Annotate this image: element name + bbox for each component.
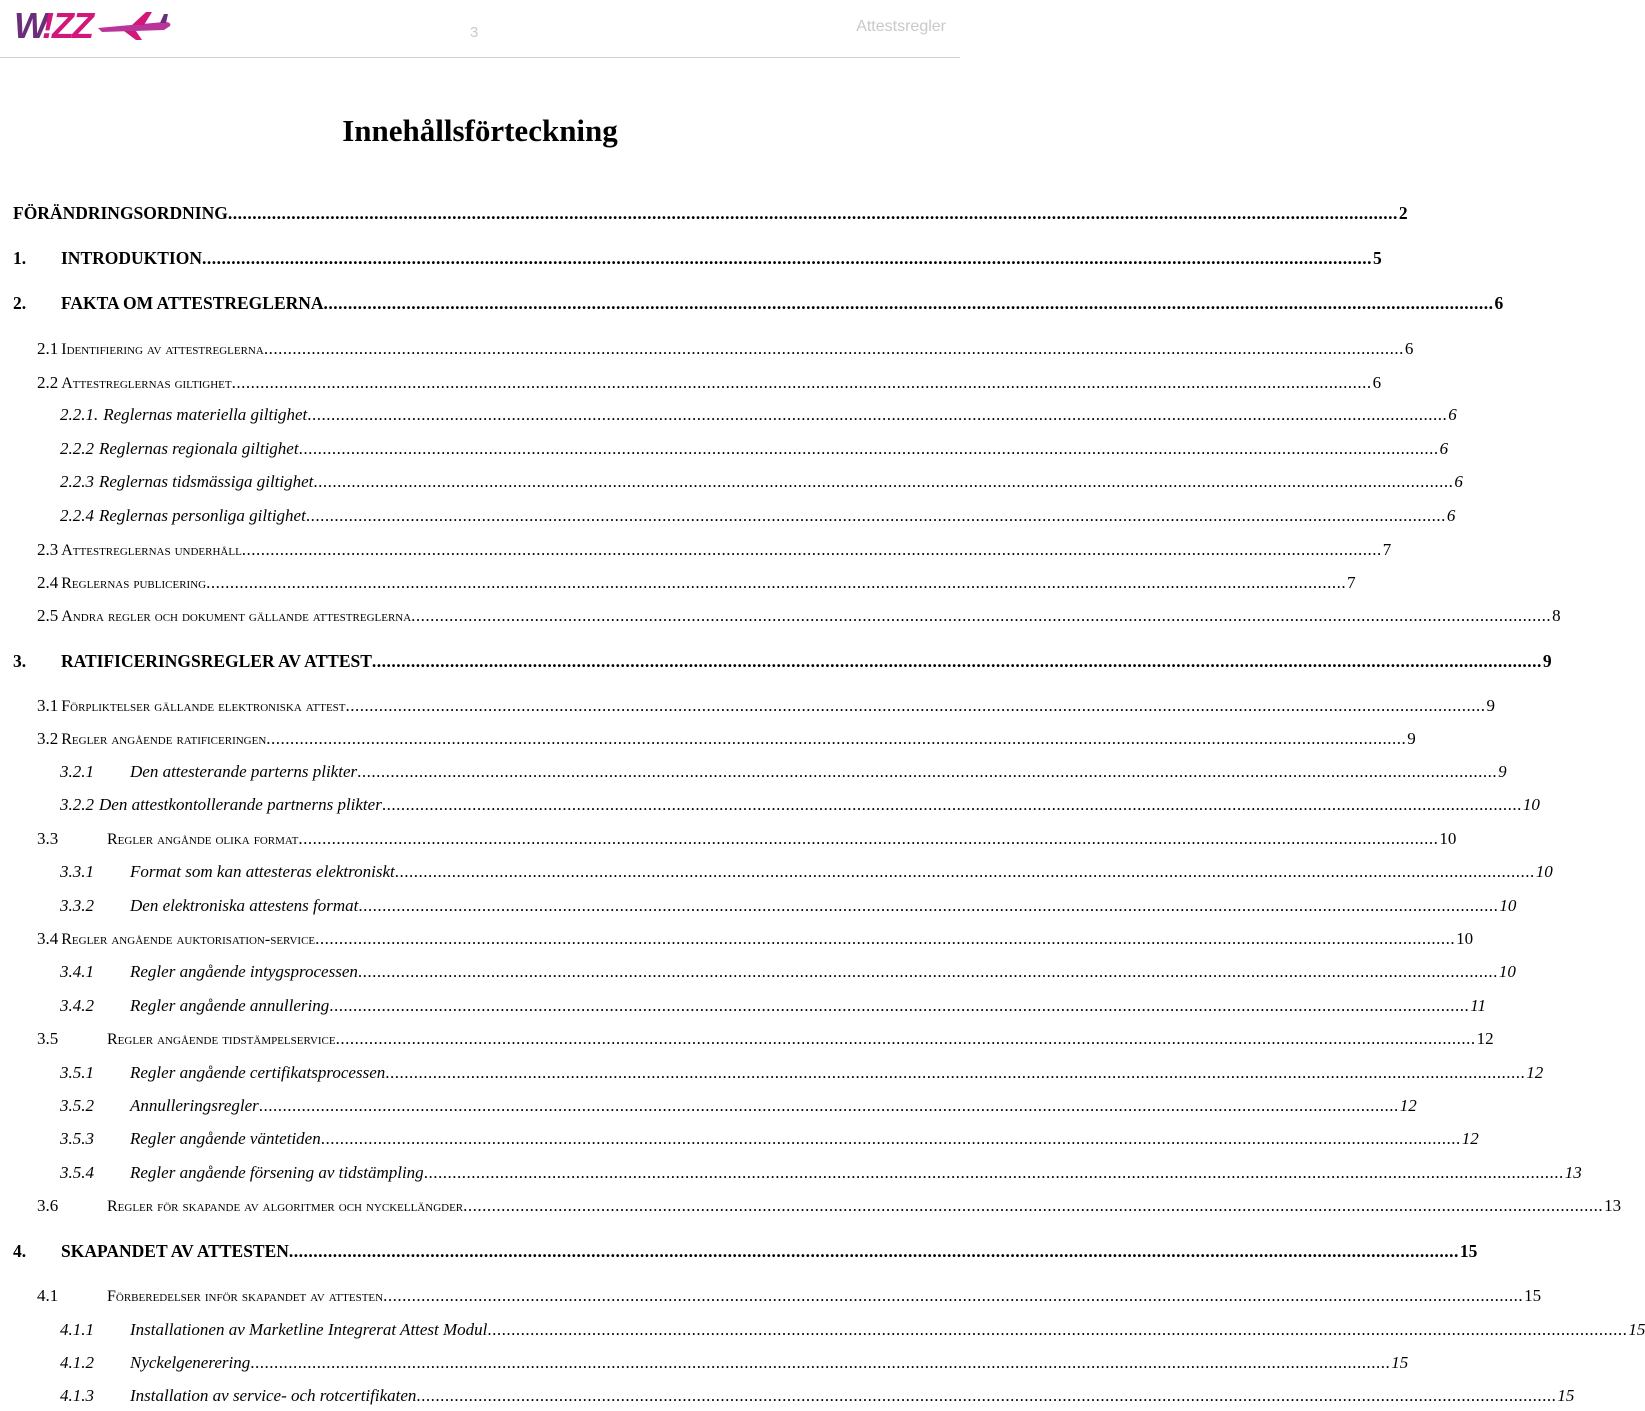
toc-label: INTRODUKTION <box>61 248 202 268</box>
toc-label: Reglernas publicering <box>61 575 207 592</box>
toc-label: Regler angående annullering <box>130 996 330 1015</box>
toc-label: Den attesterande parterns plikter <box>130 762 358 781</box>
toc-number: 3.2.2 <box>60 795 94 814</box>
toc-number: 4.1.1 <box>60 1320 94 1339</box>
toc-page: 6 <box>1446 506 1456 525</box>
toc-leader <box>242 540 1382 560</box>
toc-leader <box>346 696 1486 716</box>
toc-page: 15 <box>1391 1353 1409 1372</box>
toc-leader <box>424 1163 1564 1183</box>
toc-number: 3.5.1 <box>60 1063 94 1082</box>
toc-entry[interactable] <box>37 1286 1542 1307</box>
toc-entry[interactable] <box>37 729 1416 750</box>
toc-label: Format som kan attesteras elektroniskt <box>130 862 395 881</box>
toc-label: Den elektroniska attestens format <box>130 896 359 915</box>
toc-number: 1. <box>13 248 27 268</box>
toc-leader <box>385 1063 1525 1083</box>
toc-entry[interactable] <box>37 1029 1494 1050</box>
toc-leader <box>206 573 1346 593</box>
document-title: Innehållsförteckning <box>342 113 618 148</box>
toc-page: 15 <box>1459 1241 1478 1261</box>
toc-number: 2.1 <box>37 339 59 358</box>
toc-entry[interactable] <box>60 1096 1417 1116</box>
toc-entry[interactable] <box>60 405 1457 425</box>
toc-label: Andra regler och dokument gällande attestreglerna <box>61 608 412 625</box>
toc-number: 3. <box>13 651 27 671</box>
toc-entry[interactable] <box>60 795 1540 815</box>
toc-leader <box>324 293 1494 313</box>
toc-number: 2.5 <box>37 606 59 625</box>
toc-label: Installation av service- och rotcertifikaten <box>130 1386 417 1405</box>
toc-page: 13 <box>1604 1196 1622 1215</box>
toc-number: 2.2.1. <box>60 405 99 424</box>
toc-page: 6 <box>1372 373 1382 392</box>
toc-label: Regler angående försening av tidstämpling <box>130 1163 424 1182</box>
toc-page: 15 <box>1557 1386 1575 1405</box>
toc-leader <box>383 1286 1523 1306</box>
toc-page: 9 <box>1486 696 1496 715</box>
toc-leader <box>395 862 1535 882</box>
toc-leader <box>228 203 1398 223</box>
toc-number: 3.3 <box>37 829 59 848</box>
toc-number: 3.1 <box>37 696 59 715</box>
toc-entry[interactable] <box>13 1241 1478 1261</box>
toc-entry[interactable] <box>60 1353 1409 1373</box>
toc-label: SKAPANDET AV ATTESTEN <box>61 1241 289 1261</box>
toc-entry[interactable] <box>60 472 1463 492</box>
toc-leader <box>202 248 1372 268</box>
toc-entry[interactable] <box>60 1386 1575 1406</box>
toc-leader <box>329 996 1469 1016</box>
toc-page: 15 <box>1628 1320 1645 1339</box>
toc-page: 10 <box>1535 862 1553 881</box>
running-title: Attestsregler <box>856 18 946 35</box>
toc-label: Den attestkontollerande partnerns plikter <box>99 795 382 814</box>
toc-entry[interactable] <box>37 696 1496 717</box>
toc-entry[interactable] <box>60 1063 1544 1083</box>
toc-label: Förpliktelser gällande elektroniska attest <box>61 698 346 715</box>
toc-leader <box>298 829 1438 849</box>
wizz-logo <box>14 4 174 44</box>
toc-page: 10 <box>1522 795 1540 814</box>
toc-page: 15 <box>1524 1286 1542 1305</box>
toc-number: 2. <box>13 293 27 313</box>
toc-number: 4. <box>13 1241 27 1261</box>
toc-entry[interactable] <box>60 762 1507 782</box>
toc-label: Regler för skapande av algoritmer och nyckellängder <box>107 1198 464 1215</box>
toc-page: 2 <box>1398 203 1408 223</box>
toc-number: 3.6 <box>37 1196 59 1215</box>
toc-label: Attestreglernas underhåll <box>61 542 242 559</box>
toc-label: Identifiering av attestreglerna <box>61 341 264 358</box>
toc-number: 3.2 <box>37 729 59 748</box>
toc-page: 12 <box>1461 1129 1479 1148</box>
toc-page: 5 <box>1373 248 1382 268</box>
toc-page: 12 <box>1399 1096 1417 1115</box>
toc-number: 3.4.2 <box>60 996 94 1015</box>
toc-page: 7 <box>1347 573 1356 592</box>
toc-page: 7 <box>1382 540 1392 559</box>
toc-leader <box>315 929 1455 949</box>
toc-leader <box>382 795 1522 815</box>
toc-entry[interactable] <box>13 293 1504 313</box>
toc-label: Attestreglernas giltighet <box>61 375 232 392</box>
toc-page: 12 <box>1526 1063 1544 1082</box>
header-divider <box>0 57 960 58</box>
toc-label: Reglernas regionala giltighet <box>99 439 299 458</box>
toc-leader <box>289 1241 1459 1261</box>
toc-number: 4.1.2 <box>60 1353 94 1372</box>
toc-number: 2.2.3 <box>60 472 94 491</box>
toc-label: FÖRÄNDRINGSORDNING <box>13 203 228 223</box>
toc-number: 3.4.1 <box>60 962 94 981</box>
toc-page: 10 <box>1499 896 1517 915</box>
page-number: 3 <box>470 24 479 41</box>
toc-leader <box>487 1320 1627 1340</box>
toc-leader <box>313 472 1453 492</box>
toc-entry[interactable] <box>37 373 1382 394</box>
toc-entry[interactable] <box>13 248 1382 268</box>
toc-number: 3.5.4 <box>60 1163 94 1182</box>
toc-number: 2.3 <box>37 540 59 559</box>
toc-page: 6 <box>1439 439 1449 458</box>
toc-entry[interactable] <box>13 651 1552 671</box>
svg-text:!ZZ: !ZZ <box>42 5 92 46</box>
toc-entry[interactable] <box>37 606 1561 627</box>
toc-leader <box>264 339 1404 359</box>
toc-entry[interactable] <box>60 1129 1479 1149</box>
toc-entry[interactable] <box>60 506 1456 526</box>
toc-label: Reglernas personliga giltighet <box>99 506 306 525</box>
toc-leader <box>463 1196 1603 1216</box>
toc-leader <box>299 439 1439 459</box>
toc-leader <box>250 1353 1390 1373</box>
toc-label: Regler angående certifikatsprocessen <box>130 1063 386 1082</box>
toc-leader <box>357 762 1497 782</box>
toc-label: Regler angående tidstämpelservice <box>107 1031 336 1048</box>
page-header <box>0 0 960 58</box>
toc-number: 4.1 <box>37 1286 59 1305</box>
toc-entry[interactable] <box>60 1163 1582 1183</box>
toc-page: 11 <box>1470 996 1486 1015</box>
toc-leader <box>358 962 1498 982</box>
toc-leader <box>306 506 1446 526</box>
toc-page: 6 <box>1494 293 1504 313</box>
toc-label: Nyckelgenerering <box>130 1353 251 1372</box>
toc-page: 10 <box>1439 829 1457 848</box>
toc-label: Annulleringsregler <box>130 1096 259 1115</box>
toc-number: 2.4 <box>37 573 59 592</box>
toc-leader <box>372 651 1542 671</box>
svg-text:W: W <box>14 5 45 46</box>
toc-entry[interactable] <box>60 996 1486 1016</box>
toc-leader <box>358 896 1498 916</box>
toc-label: Reglernas materiella giltighet <box>103 405 308 424</box>
toc-page: 8 <box>1552 606 1561 625</box>
toc-page: 10 <box>1498 962 1516 981</box>
toc-label: Förberedelser inför skapandet av attesten <box>107 1288 384 1305</box>
toc-entry[interactable] <box>60 862 1553 882</box>
toc-leader <box>411 606 1551 626</box>
toc-number: 3.3.1 <box>60 862 94 881</box>
toc-label: Regler angående auktorisation-service <box>61 931 316 948</box>
toc-entry[interactable] <box>37 573 1356 594</box>
toc-entry[interactable] <box>60 439 1449 459</box>
toc-number: 3.5.3 <box>60 1129 94 1148</box>
toc-label: Installationen av Marketline Integrerat Attest Modul <box>130 1320 488 1339</box>
toc-entry[interactable] <box>60 962 1516 982</box>
toc-label: FAKTA OM ATTESTREGLERNA <box>61 293 324 313</box>
toc-leader <box>259 1096 1399 1116</box>
toc-page: 12 <box>1476 1029 1494 1048</box>
toc-number: 3.2.1 <box>60 762 94 781</box>
toc-entry[interactable] <box>37 829 1457 850</box>
toc-entry[interactable] <box>60 1320 1645 1340</box>
toc-label: Regler angående intygsprocessen <box>130 962 358 981</box>
toc-number: 2.2.4 <box>60 506 94 525</box>
toc-label: Regler angånde olika format <box>107 831 299 848</box>
toc-entry[interactable] <box>60 896 1517 916</box>
toc-number: 4.1.3 <box>60 1386 94 1405</box>
toc-entry[interactable] <box>37 339 1414 360</box>
toc-page: 10 <box>1456 929 1474 948</box>
toc-entry[interactable] <box>37 929 1474 950</box>
toc-number: 2.2.2 <box>60 439 94 458</box>
toc-label: Reglernas tidsmässiga giltighet <box>99 472 314 491</box>
toc-leader <box>321 1129 1461 1149</box>
toc-number: 3.5.2 <box>60 1096 94 1115</box>
toc-number: 3.3.2 <box>60 896 94 915</box>
toc-label: Regler angående väntetiden <box>130 1129 321 1148</box>
toc-leader <box>266 729 1406 749</box>
toc-page: 6 <box>1404 339 1414 358</box>
toc-entry[interactable] <box>13 203 1408 223</box>
toc-page: 6 <box>1454 472 1463 491</box>
toc-label: Regler angående ratificeringen <box>61 731 267 748</box>
toc-page: 13 <box>1564 1163 1582 1182</box>
toc-leader <box>416 1386 1556 1406</box>
toc-page: 9 <box>1407 729 1416 748</box>
toc-label: RATIFICERINGSREGLER AV ATTEST <box>61 651 372 671</box>
toc-number: 2.2 <box>37 373 59 392</box>
toc-number: 3.5 <box>37 1029 59 1048</box>
toc-leader <box>232 373 1372 393</box>
toc-number: 3.4 <box>37 929 59 948</box>
toc-leader <box>336 1029 1476 1049</box>
toc-page: 6 <box>1448 405 1457 424</box>
toc-leader <box>307 405 1447 425</box>
toc-page: 9 <box>1542 651 1552 671</box>
toc-page: 9 <box>1498 762 1507 781</box>
toc-entry[interactable] <box>37 540 1392 561</box>
toc-entry[interactable] <box>37 1196 1622 1217</box>
